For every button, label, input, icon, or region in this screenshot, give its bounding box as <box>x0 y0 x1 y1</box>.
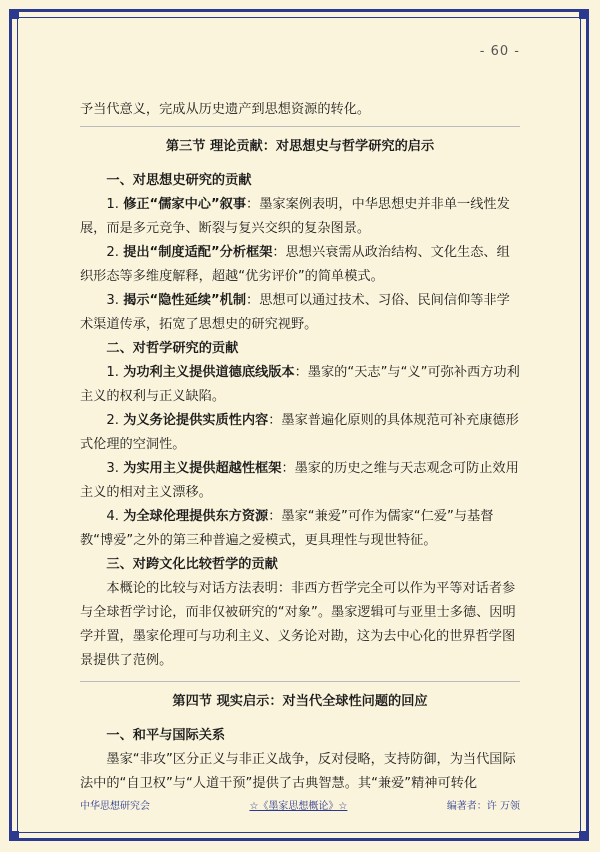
intro-line: 予当代意义，完成从历史遗产到思想资源的转化。 <box>80 102 371 117</box>
frame-corner-ornament <box>9 9 19 19</box>
section3-sub1-title: 一、对思想史研究的贡献 <box>106 173 252 188</box>
section3-sub2-title: 二、对哲学研究的贡献 <box>106 341 239 356</box>
frame-corner-ornament <box>579 831 589 841</box>
list-item: 4. 为全球伦理提供东方资源：墨家“兼爱”可作为儒家“仁爱”与基督教“博爱”之外的第三种普遍之爱模式，更具理性与现世特征。 <box>80 509 494 548</box>
frame-corner-ornament <box>579 9 589 19</box>
list-item: 2. 提出“制度适配”分析框架：思想兴衰需从政治结构、文化生态、组织形态等多维度解释，超越“优劣评价”的简单模式。 <box>80 245 510 284</box>
list-item: 1. 修正“儒家中心”叙事：墨家案例表明，中华思想史并非单一线性发展，而是多元竞争、断裂与复兴交织的复杂图景。 <box>80 197 510 236</box>
page-footer <box>80 797 520 812</box>
list-item: 3. 揭示“隐性延续”机制：思想可以通过技术、习俗、民间信仰等非学术渠道传承，拓宽了思想史的研究视野。 <box>80 293 510 332</box>
section4-sub1-paragraph: 墨家“非攻”区分正义与非正义战争，反对侵略，支持防御，为当代国际法中的“自卫权”与“人道干预”提供了古典智慧。其“兼爱”精神可转化 <box>80 752 516 791</box>
section4-sub1-title: 一、和平与国际关系 <box>106 728 226 743</box>
page-number: - 60 - <box>479 44 520 59</box>
section3-sub3-title: 三、对跨文化比较哲学的贡献 <box>106 557 278 572</box>
section4-title: 第四节 现实启示：对当代全球性问题的回应 <box>80 681 520 714</box>
list-item: 3. 为实用主义提供超越性框架：墨家的历史之维与天志观念可防止效用主义的相对主义漂移。 <box>80 461 519 500</box>
list-item: 1. 为功利主义提供道德底线版本：墨家的“天志”与“义”可弥补西方功利主义的权利与正义缺陷。 <box>80 365 520 404</box>
footer-author: 编著者：许 万领 <box>446 801 520 812</box>
footer-publisher: 中华思想研究会 <box>80 801 150 812</box>
list-item: 2. 为义务论提供实质性内容：墨家普遍化原则的具体规范可补充康德形式伦理的空洞性。 <box>80 413 519 452</box>
frame-corner-ornament <box>9 831 19 841</box>
page-content <box>80 98 520 796</box>
section3-title: 第三节 理论贡献：对思想史与哲学研究的启示 <box>80 126 520 159</box>
footer-book-title-link[interactable]: ☆《墨家思想概论》☆ <box>249 801 348 812</box>
section3-sub3-paragraph: 本概论的比较与对话方法表明：非西方哲学完全可以作为平等对话者参与全球哲学讨论，而非仅被研究的“对象”。墨家逻辑可与亚里士多德、因明学并置，墨家伦理可与功利主义、义务论对勘，这为去中心化的世界哲学图景提供了范例。 <box>80 581 516 668</box>
